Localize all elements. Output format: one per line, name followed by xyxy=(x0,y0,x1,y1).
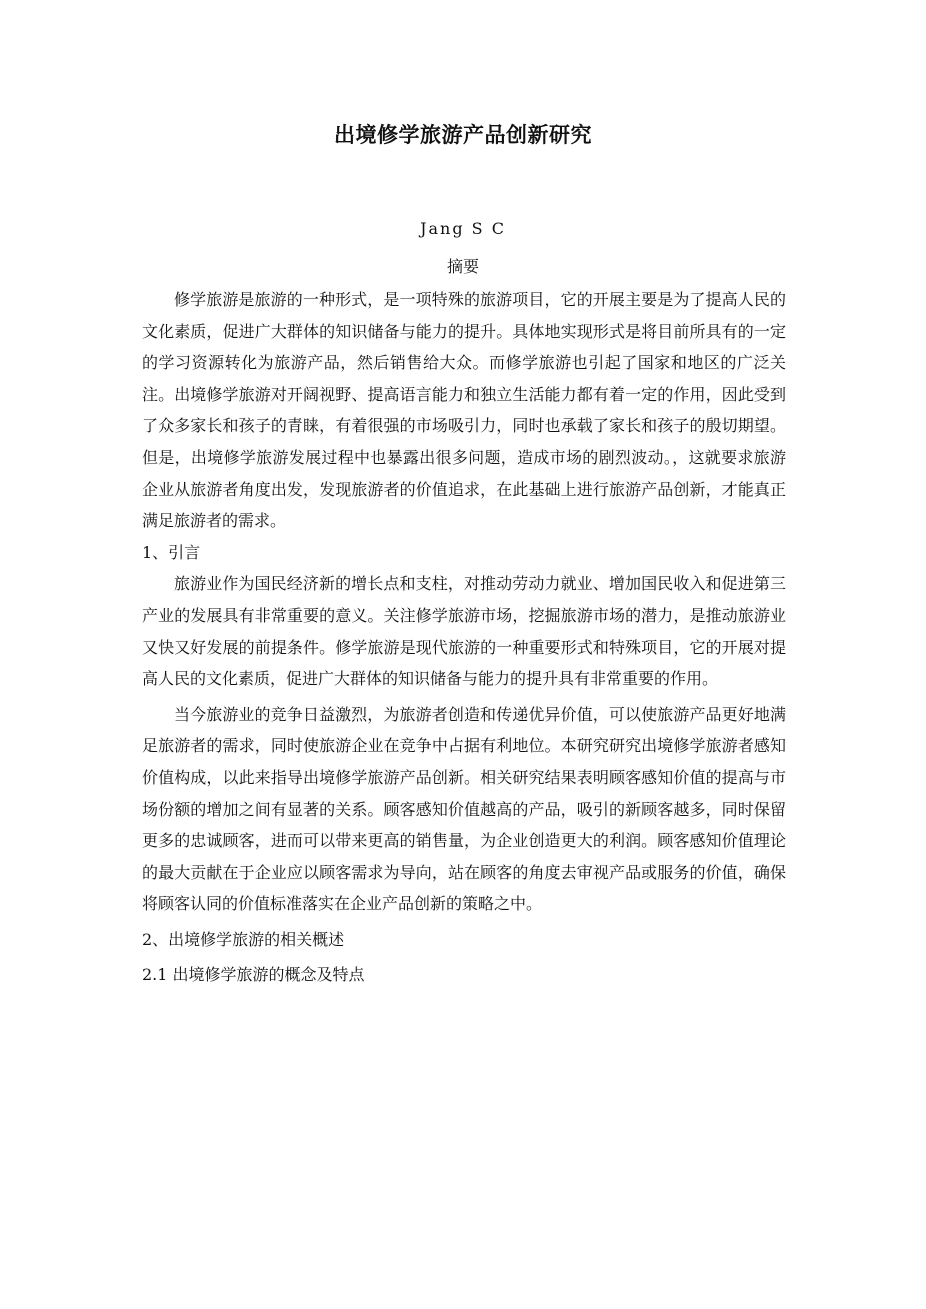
section-heading-overview: 2、出境修学旅游的相关概述 xyxy=(142,929,345,949)
document-title: 出境修学旅游产品创新研究 xyxy=(334,123,592,147)
section-heading-introduction: 1、引言 xyxy=(142,542,201,562)
introduction-paragraph-2: 当今旅游业的竞争日益激烈，为旅游者创造和传递优异价值，可以使旅游产品更好地满足旅游者的需求，同时使旅游企业在竞争中占据有利地位。本研究研究出境修学旅游者感知价值构成，以此来指导出境修学旅游产品创新。相关研究结果表明顾客感知价值的提高与市场份额的增加之间有显著的关系。顾客感知价值越高的产品，吸引的新顾客越多，同时保留更多的忠诚顾客，进而可以带来更高的销售量，为企业创造更大的利润。顾客感知价值理论的最大贡献在于企业应以顾客需求为导向，站在顾客的角度去审视产品或服务的价值，确保将顾客认同的价值标准落实在企业产品创新的策略之中。 xyxy=(142,704,786,914)
abstract-paragraph: 修学旅游是旅游的一种形式，是一项特殊的旅游项目，它的开展主要是为了提高人民的文化素质，促进广大群体的知识储备与能力的提升。具体地实现形式是将目前所具有的一定的学习资源转化为旅游产品，然后销售给大众。而修学旅游也引起了国家和地区的广泛关注。出境修学旅游对开阔视野、提高语言能力和独立生活能力都有着一定的作用，因此受到了众多家长和孩子的青睐，有着很强的市场吸引力，同时也承载了家长和孩子的殷切期望。但是，出境修学旅游发展过程中也暴露出很多问题，造成市场的剧烈波动。，这就要求旅游企业从旅游者角度出发，发现旅游者的价值追求，在此基础上进行旅游产品创新，才能真正满足旅游者的需求。 xyxy=(142,290,786,531)
author-name: Jang S C xyxy=(420,219,506,238)
introduction-paragraph-1: 旅游业作为国民经济新的增长点和支柱，对推动劳动力就业、增加国民收入和促进第三产业的发展具有非常重要的意义。关注修学旅游市场，挖掘旅游市场的潜力，是推动旅游业又快又好发展的前提条件。修学旅游是现代旅游的一种重要形式和特殊项目，它的开展对提高人民的文化素质，促进广大群体的知识储备与能力的提升具有非常重要的作用。 xyxy=(142,574,786,689)
subsection-heading-concept: 2.1 出境修学旅游的概念及特点 xyxy=(142,965,365,985)
document-body xyxy=(142,284,786,991)
abstract-heading: 摘要 xyxy=(446,257,479,276)
